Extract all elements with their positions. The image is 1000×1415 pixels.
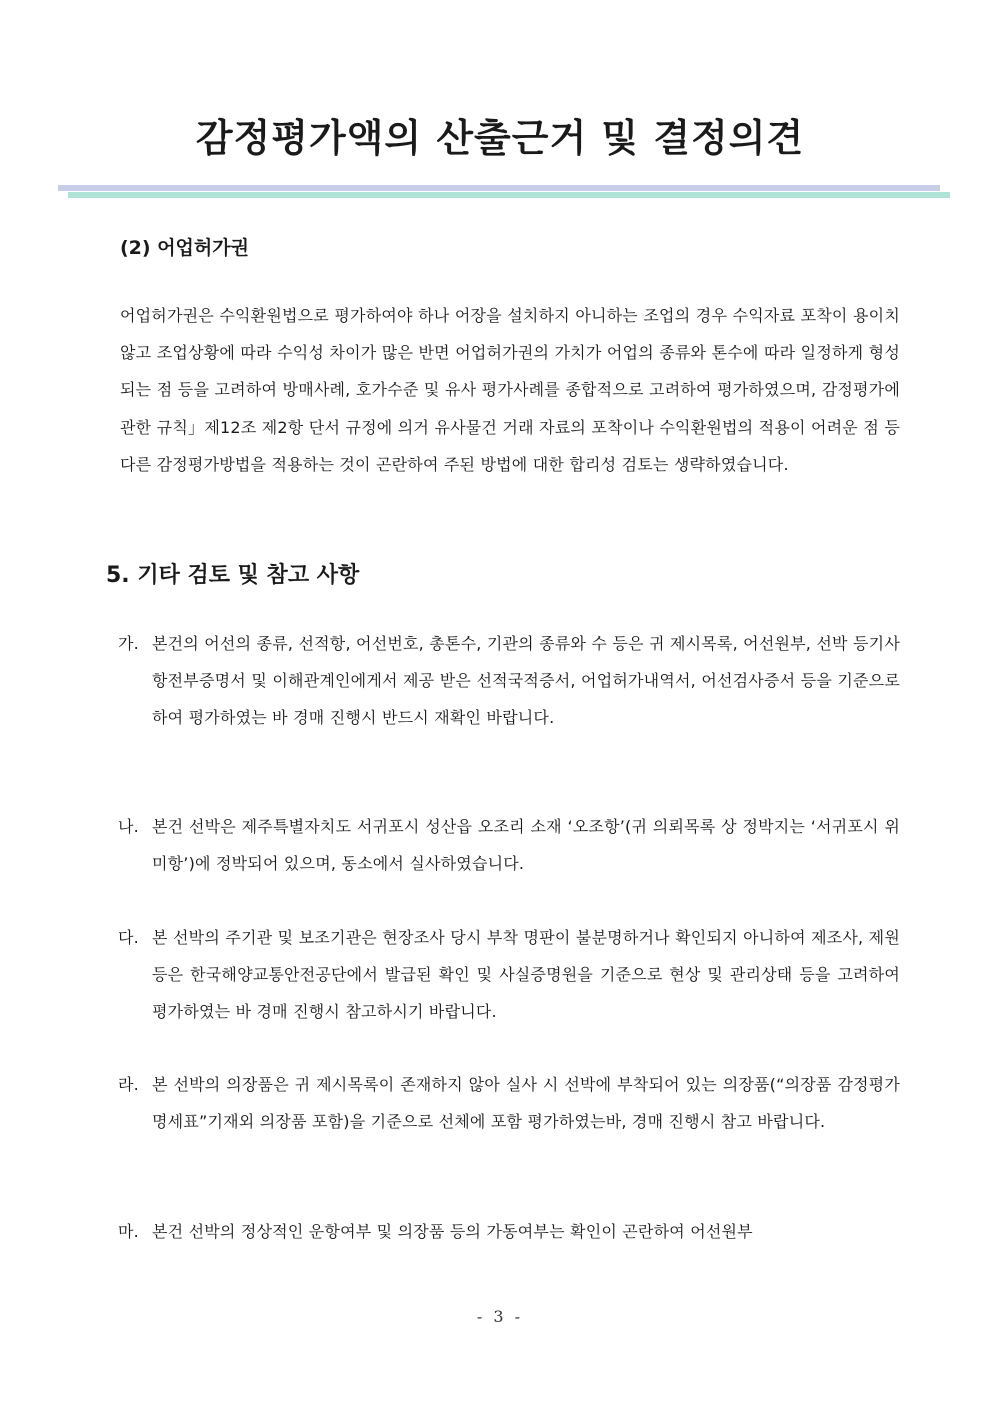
page-title: 감정평가액의 산출근거 및 결정의견	[195, 116, 805, 160]
list-item-text: 본건 선박은 제주특별자치도 서귀포시 성산읍 오조리 소재 ‘오조항’(귀 의뢰목록 상 정박지는 ‘서귀포시 위미항’)에 정박되어 있으며, 동소에서 실사하였습니다.	[152, 817, 900, 874]
title-underline-back	[58, 185, 940, 191]
list-item-text: 본건의 어선의 종류, 선적항, 어선번호, 총톤수, 기관의 종류와 수 등은 귀 제시목록, 어선원부, 선박 등기사항전부증명서 및 이해관계인에게서 제공 받은 선적국적증서, 어업허가내역서, 어선검사증서 등을 기준으로 하여 평가하였는 바 경매 진행시 반드시 재확인 바랍니다.	[152, 634, 900, 728]
list-item-marker: 마.	[118, 1222, 139, 1241]
section-heading: 5. 기타 검토 및 참고 사항	[106, 563, 360, 588]
list-item-marker: 나.	[118, 817, 139, 836]
list-item-text: 본 선박의 의장품은 귀 제시목록이 존재하지 않아 실사 시 선박에 부착되어 있는 의장품(“의장품 감정평가명세표”기재외 의장품 포함)을 기준으로 선체에 포함 평가하였는바, 경매 진행시 참고 바랍니다.	[152, 1075, 900, 1132]
page-number: - 3 -	[476, 1307, 524, 1326]
list-item-ga	[118, 625, 900, 737]
list-item-ma	[118, 1213, 900, 1250]
list-item-marker: 가.	[118, 634, 139, 653]
list-item-ra	[118, 1066, 900, 1140]
list-item-na	[118, 808, 900, 882]
list-item-text: 본 선박의 주기관 및 보조기관은 현장조사 당시 부착 명판이 불분명하거나 확인되지 아니하여 제조사, 제원 등은 한국해양교통안전공단에서 발급된 확인 및 사실증명원을 기준으로 현상 및 관리상태 등을 고려하여 평가하였는 바 경매 진행시 참고하시기 바랍니다.	[152, 928, 900, 1022]
subsection-heading: (2) 어업허가권	[120, 237, 249, 259]
list-item-da	[118, 919, 900, 1031]
subsection-paragraph: 어업허가권은 수익환원법으로 평가하여야 하나 어장을 설치하지 아니하는 조업의 경우 수익자료 포착이 용이치 않고 조업상황에 따라 수익성 차이가 많은 반면 어업허가권의 가치가 어업의 종류와 톤수에 따라 일정하게 형성되는 점 등을 고려하여 방매사례, 호가수준 및 유사 평가사례를 종합적으로 고려하여 평가하였으며, 감정평가에 관한 규칙」제12조 제2항 단서 규정에 의거 유사물건 거래 자료의 포착이나 수익환원법의 적용이 어려운 점 등 다른 감정평가방법을 적용하는 것이 곤란하여 주된 방법에 대한 합리성 검토는 생략하였습니다.	[120, 306, 900, 474]
list-item-text: 본건 선박의 정상적인 운항여부 및 의장품 등의 가동여부는 확인이 곤란하여 어선원부	[152, 1222, 753, 1241]
title-underline-front	[68, 192, 950, 198]
list-item-marker: 라.	[118, 1075, 139, 1094]
list-item-marker: 다.	[118, 928, 139, 947]
